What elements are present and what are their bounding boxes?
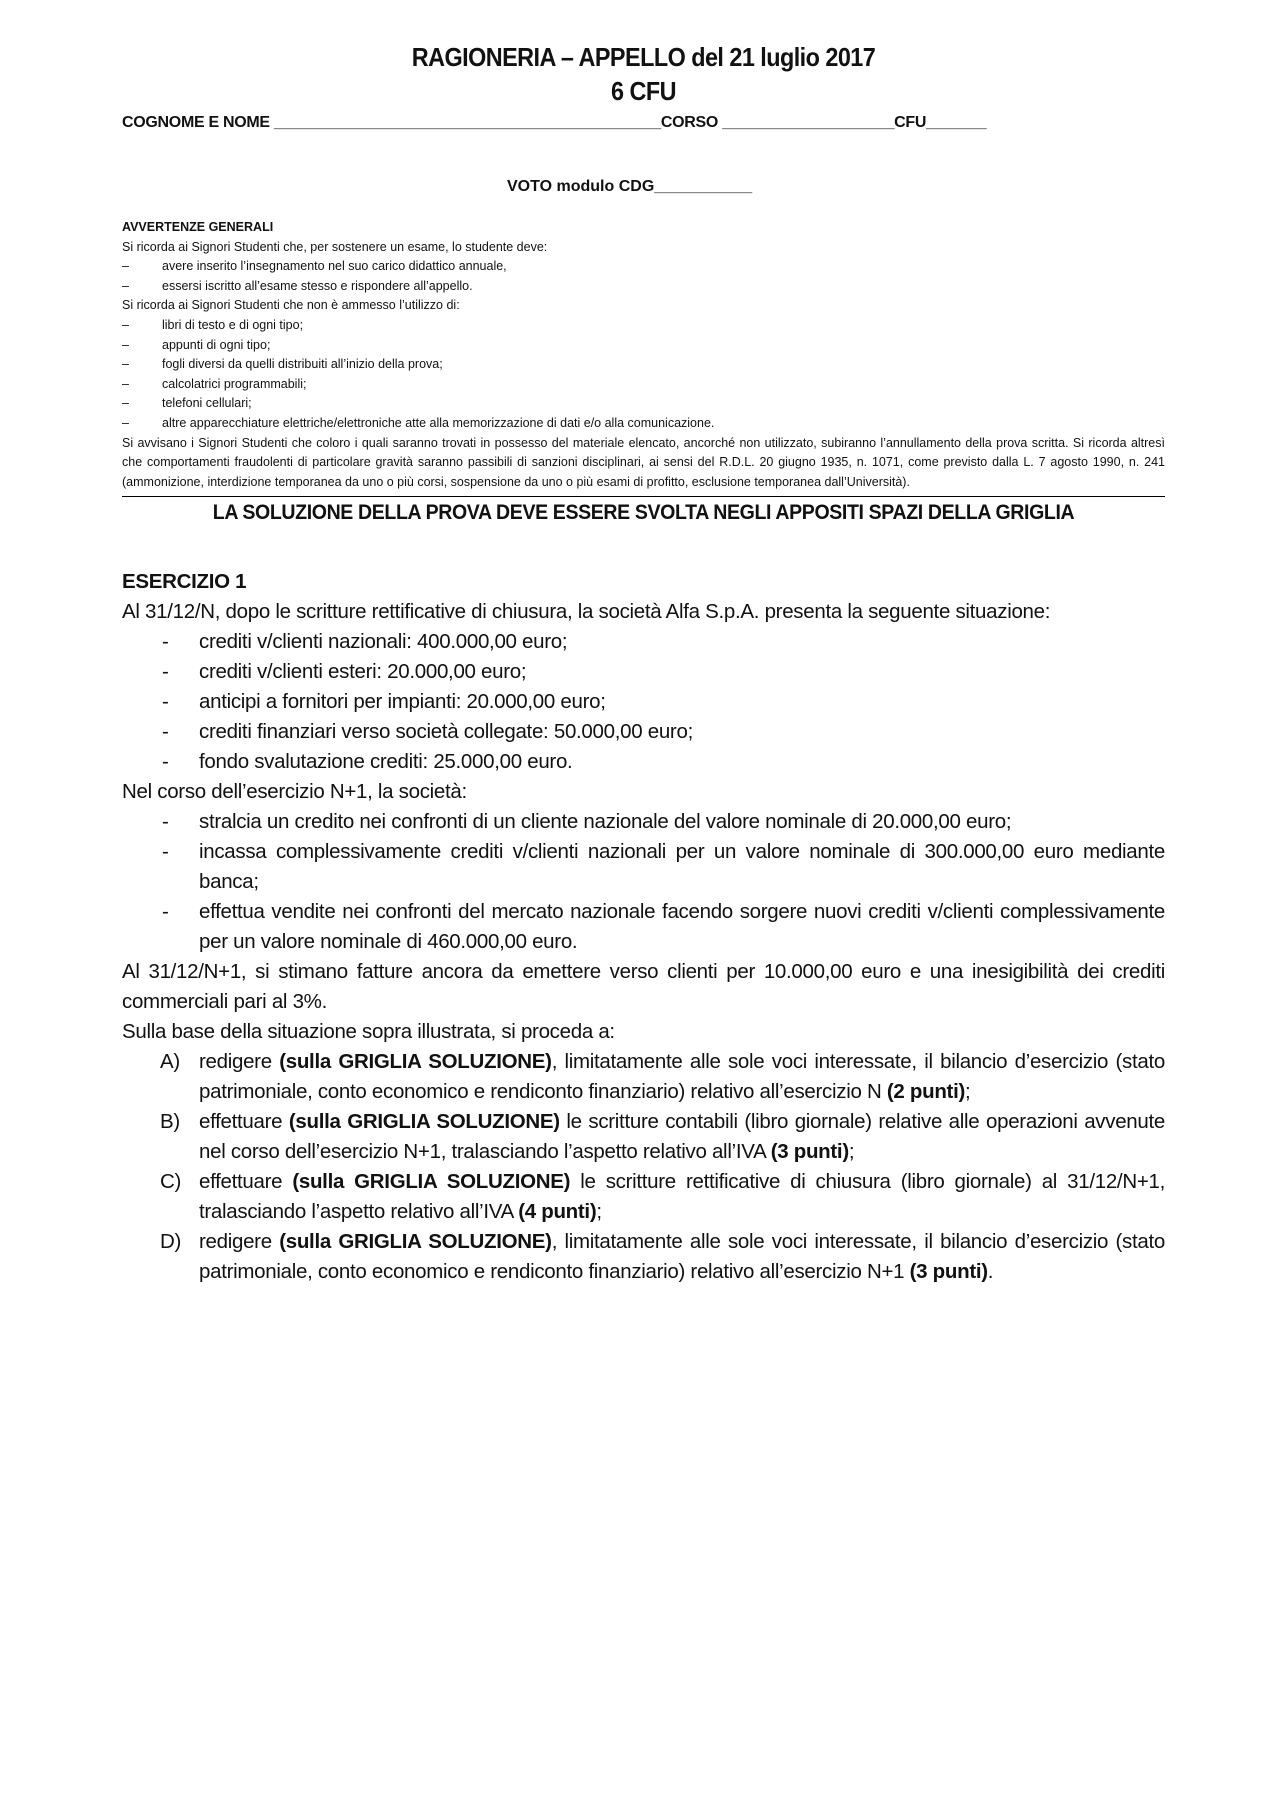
operation-item: - stralcia un credito nei confronti di un cliente nazionale del valore nominale di 20.000,00 euro;	[162, 810, 1012, 834]
task-intro: Sulla base della situazione sopra illustrata, si proceda a:	[122, 1020, 615, 1044]
prohibited-item: – appunti di ogni tipo;	[122, 337, 271, 352]
situation-item: - crediti v/clienti esteri: 20.000,00 euro;	[162, 660, 527, 684]
situation-item: - crediti finanziari verso società collegate: 50.000,00 euro;	[162, 720, 693, 744]
warnings-intro-requirements: Si ricorda ai Signori Studenti che, per sostenere un esame, lo studente deve:	[122, 239, 548, 254]
divider	[122, 496, 1165, 497]
task-item-a: A) redigere (sulla GRIGLIA SOLUZIONE), limitatamente alle sole voci interessate, il bilancio d’esercizio (stato patrimoniale, conto economico e rendiconto finanziario) relativo all’esercizio N (2 punti);	[160, 1050, 1165, 1104]
warnings-intro-prohibited: Si ricorda ai Signori Studenti che non è ammesso l’utilizzo di:	[122, 298, 460, 313]
warnings-notice: Si avvisano i Signori Studenti che coloro i quali saranno trovati in possesso del materiale elencato, ancorché non utilizzato, subiranno l’annullamento della prova scritta. Si ricorda altresì che comportamenti fraudolenti di particolare gravità saranno passibili di sanzioni disciplinari, ai sensi del R.D.L. 20 giugno 1935, n. 1071, come previsto dalla L. 7 agosto 1990, n. 241 (ammonizione, interdizione temporanea da uno o più corsi, sospensione da uno o più esami di profitto, esclusione temporanea dall’Università).	[122, 435, 1165, 489]
solution-banner: LA SOLUZIONE DELLA PROVA DEVE ESSERE SVOLTA NEGLI APPOSITI SPAZI DELLA GRIGLIA	[212, 501, 1075, 525]
voto-line: VOTO modulo CDG___________	[507, 178, 753, 195]
exercise-1	[122, 567, 1165, 1287]
requirement-item: – avere inserito l’insegnamento nel suo carico didattico annuale,	[122, 259, 507, 274]
prohibited-item: – telefoni cellulari;	[122, 396, 252, 411]
prohibited-item: – calcolatrici programmabili;	[122, 376, 307, 391]
exercise-intro: Al 31/12/N, dopo le scritture rettificative di chiusura, la società Alfa S.p.A. presenta la seguente situazione:	[122, 600, 1051, 624]
operation-item: - effettua vendite nei confronti del mercato nazionale facendo sorgere nuovi crediti v/clienti complessivamente per un valore nominale di 460.000,00 euro.	[162, 900, 1165, 954]
during-year-intro: Nel corso dell’esercizio N+1, la società:	[122, 780, 467, 804]
prohibited-item: – fogli diversi da quelli distribuiti all’inizio della prova;	[122, 357, 443, 372]
task-item-d: D) redigere (sulla GRIGLIA SOLUZIONE), limitatamente alle sole voci interessate, il bilancio d’esercizio (stato patrimoniale, conto economico e rendiconto finanziario) relativo all’esercizio N+1 (3 punti).	[160, 1230, 1165, 1284]
situation-item: - anticipi a fornitori per impianti: 20.000,00 euro;	[162, 690, 606, 714]
exercise-title: ESERCIZIO 1	[122, 570, 247, 594]
situation-item: - crediti v/clienti nazionali: 400.000,00 euro;	[162, 630, 568, 654]
warnings-title: AVVERTENZE GENERALI	[122, 220, 274, 234]
situation-item: - fondo svalutazione crediti: 25.000,00 euro.	[162, 750, 573, 774]
exam-title: RAGIONERIA – APPELLO del 21 luglio 2017	[411, 42, 876, 72]
operation-item: - incassa complessivamente crediti v/clienti nazionali per un valore nominale di 300.000,00 euro mediante banca;	[162, 840, 1165, 894]
student-fields-line: COGNOME E NOME _____________________________________________CORSO ____________________CFU_______	[122, 114, 987, 131]
closing-estimate: Al 31/12/N+1, si stimano fatture ancora da emettere verso clienti per 10.000,00 euro e una inesigibilità dei crediti commerciali pari al 3%.	[122, 960, 1165, 1014]
exam-credits: 6 CFU	[611, 76, 676, 106]
requirement-item: – essersi iscritto all’esame stesso e rispondere all’appello.	[122, 278, 473, 293]
general-warnings	[122, 218, 1165, 492]
task-item-b: B) effettuare (sulla GRIGLIA SOLUZIONE) le scritture contabili (libro giornale) relative alle operazioni avvenute nel corso dell’esercizio N+1, tralasciando l’aspetto relativo all’IVA (3 punti);	[160, 1110, 1165, 1164]
exam-page	[122, 40, 1165, 1287]
prohibited-item: – altre apparecchiature elettriche/elettroniche atte alla memorizzazione di dati e/o alla comunicazione.	[122, 415, 715, 430]
task-item-c: C) effettuare (sulla GRIGLIA SOLUZIONE) le scritture rettificative di chiusura (libro giornale) al 31/12/N+1, tralasciando l’aspetto relativo all’IVA (4 punti);	[160, 1170, 1165, 1224]
prohibited-item: – libri di testo e di ogni tipo;	[122, 317, 304, 332]
